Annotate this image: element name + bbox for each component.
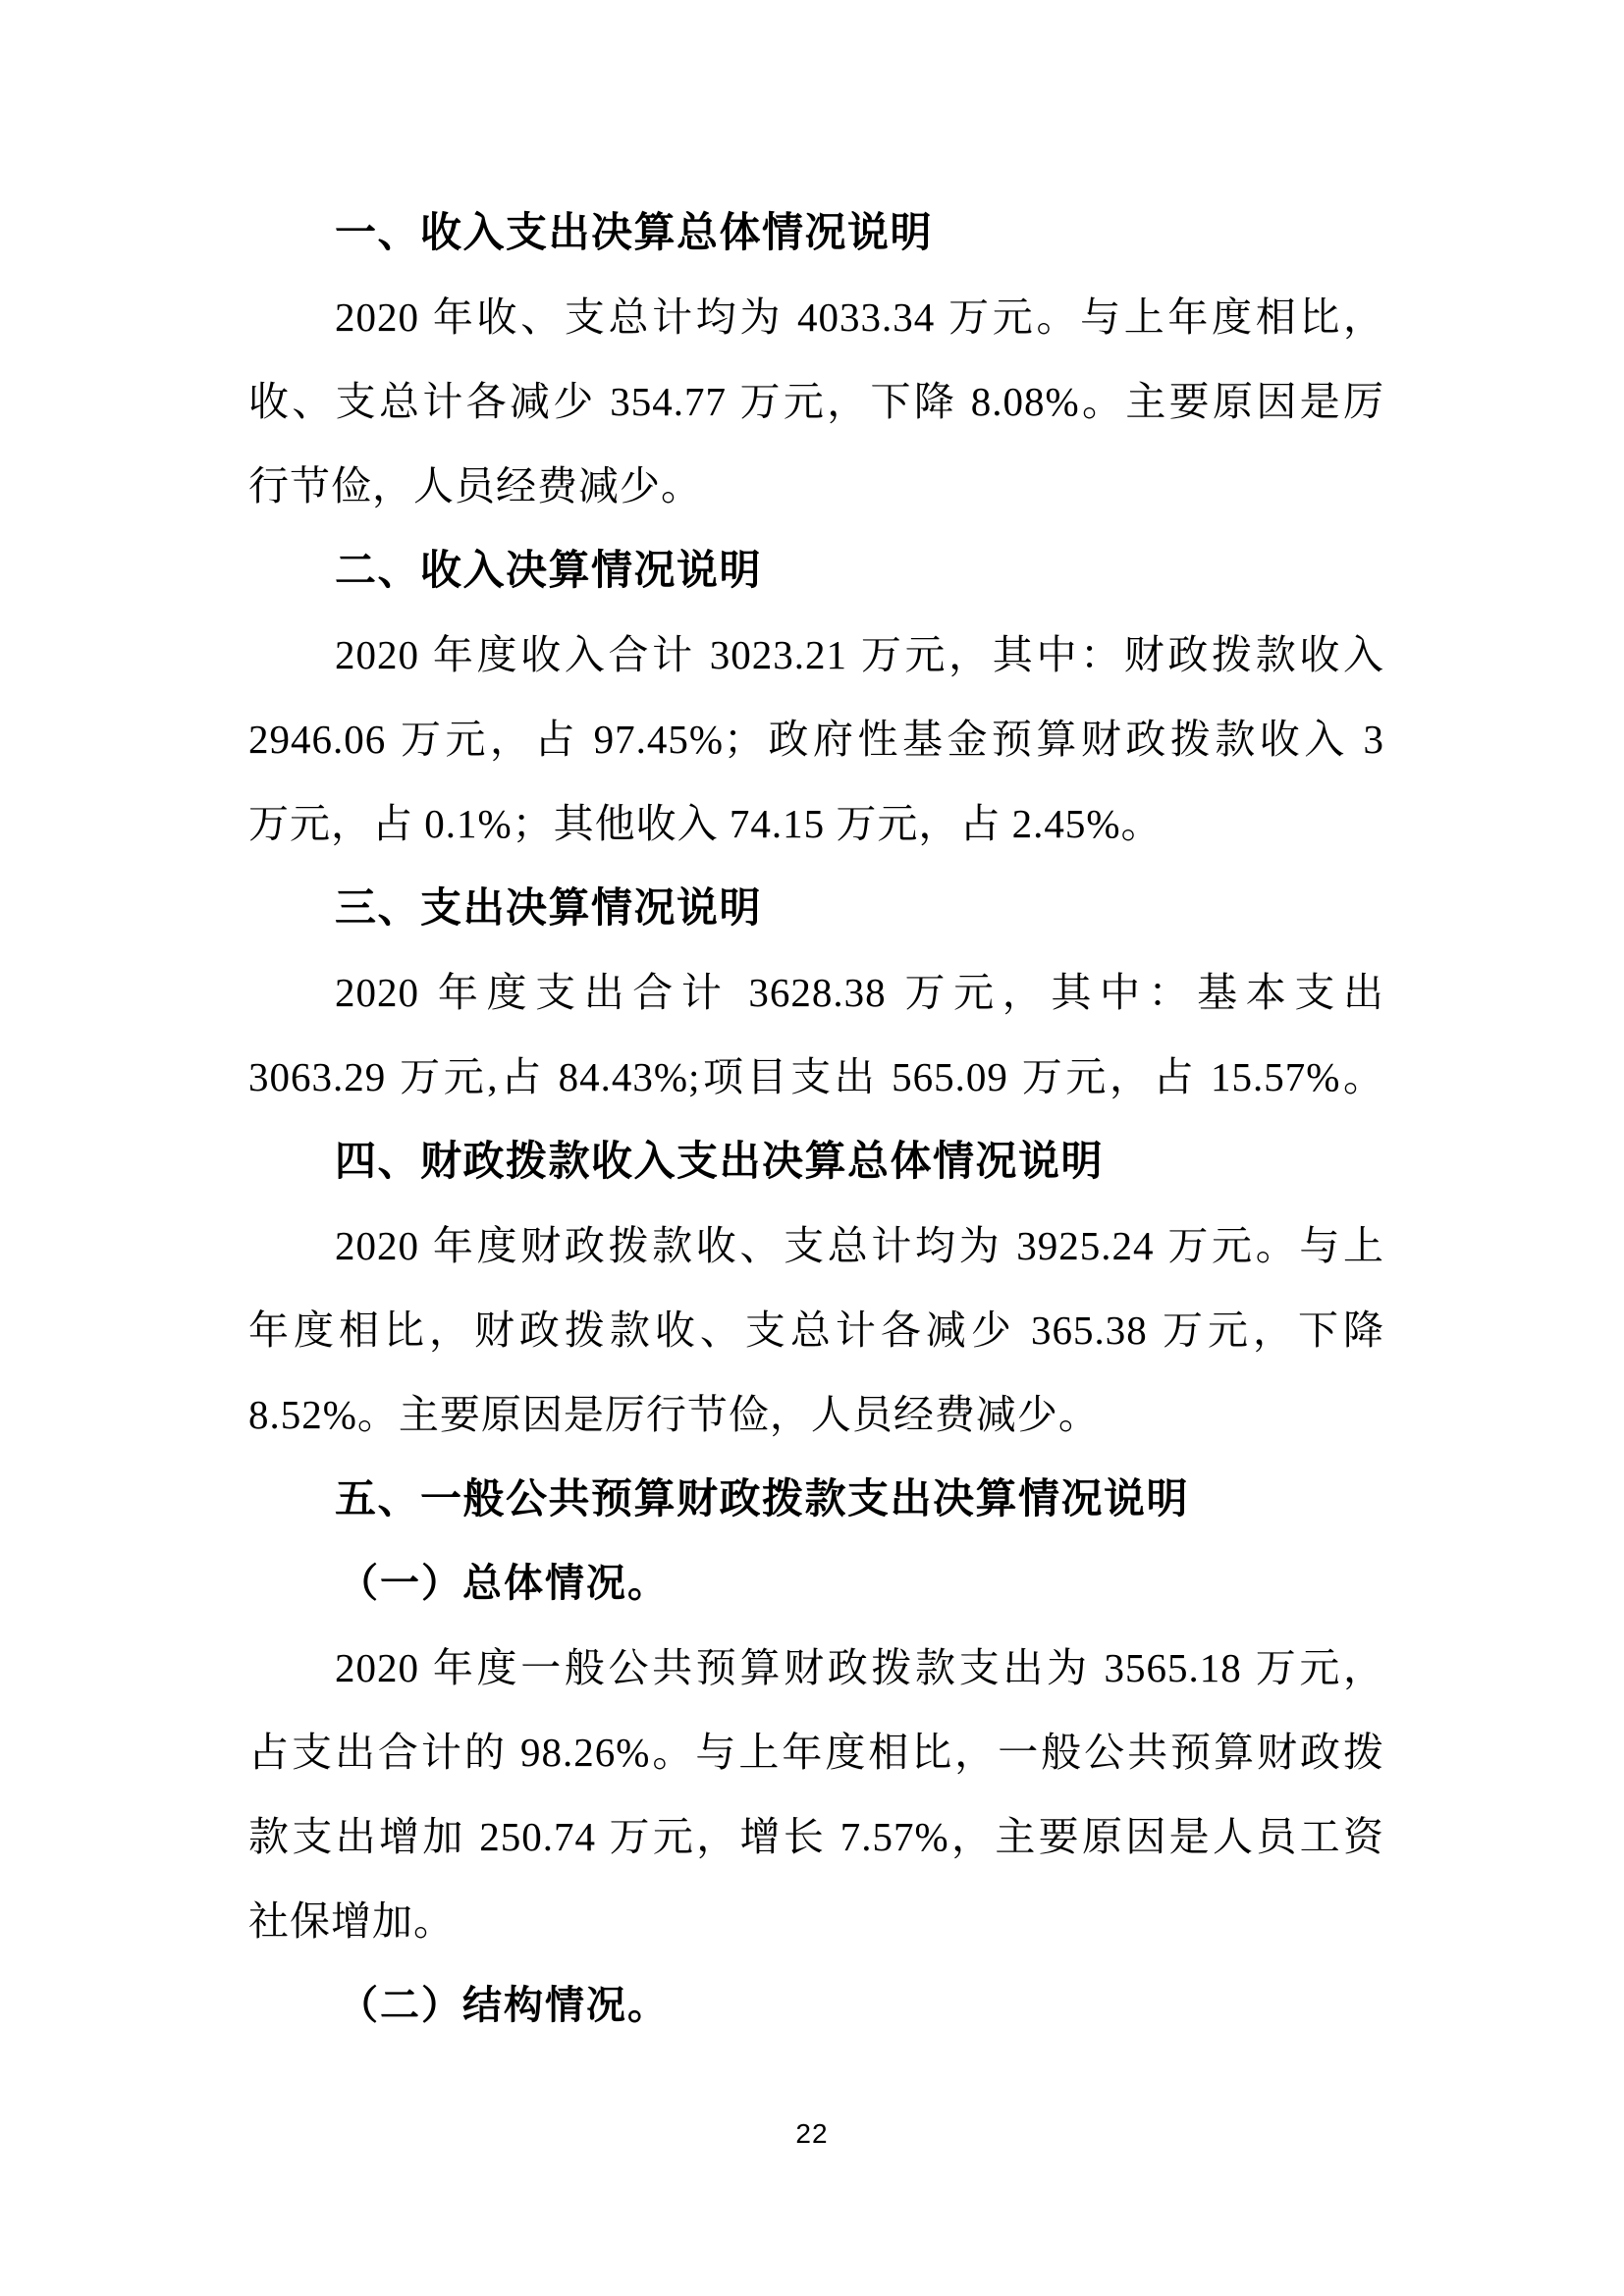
section-1-heading: 一、收入支出决算总体情况说明 (335, 209, 934, 255)
section-5-paragraph-line: 2020 年度一般公共预算财政拨款支出为 3565.18 万元， (335, 1645, 1384, 1690)
section-5-paragraph-line: 占支出合计的 98.26%。与上年度相比，一般公共预算财政拨 (248, 1730, 1384, 1775)
section-2-paragraph-line: 2946.06 万元，占 97.45%；政府性基金预算财政拨款收入 3 (248, 717, 1384, 762)
document-body (248, 190, 1384, 2048)
section-5-paragraph-line: 款支出增加 250.74 万元，增长 7.57%，主要原因是人员工资 (248, 1814, 1384, 1859)
section-2-heading: 二、收入决算情况说明 (335, 547, 763, 593)
section-1-paragraph-line: 行节俭，人员经费减少。 (248, 463, 702, 508)
page-footer (0, 2118, 1624, 2150)
page-number: 22 (795, 2118, 829, 2149)
section-1-paragraph-line: 2020 年收、支总计均为 4033.34 万元。与上年度相比， (335, 294, 1384, 340)
section-3-paragraph-line: 2020 年度支出合计 3628.38 万元，其中：基本支出 (335, 970, 1384, 1015)
section-4-paragraph-line: 8.52%。主要原因是厉行节俭，人员经费减少。 (248, 1392, 1100, 1437)
section-4-paragraph-line: 年度相比，财政拨款收、支总计各减少 365.38 万元，下降 (248, 1308, 1384, 1353)
section-5-paragraph-line: 社保增加。 (248, 1898, 455, 1944)
section-5-heading: 五、一般公共预算财政拨款支出决算情况说明 (335, 1475, 1190, 1522)
section-5-subheading-1: （一）总体情况。 (339, 1561, 669, 1605)
section-4-paragraph-line: 2020 年度财政拨款收、支总计均为 3925.24 万元。与上 (335, 1223, 1384, 1268)
section-1-paragraph-line: 收、支总计各减少 354.77 万元，下降 8.08%。主要原因是厉 (248, 379, 1384, 424)
section-3-paragraph-line: 3063.29 万元,占 84.43%;项目支出 565.09 万元，占 15.57%。 (248, 1054, 1384, 1099)
section-5-subheading-2: （二）结构情况。 (339, 1983, 669, 2027)
section-4-heading: 四、财政拨款收入支出决算总体情况说明 (335, 1138, 1105, 1184)
section-2-paragraph-line: 万元，占 0.1%；其他收入 74.15 万元，占 2.45%。 (248, 801, 1163, 846)
section-3-heading: 三、支出决算情况说明 (335, 884, 763, 931)
section-2-paragraph-line: 2020 年度收入合计 3023.21 万元，其中：财政拨款收入 (335, 632, 1384, 677)
